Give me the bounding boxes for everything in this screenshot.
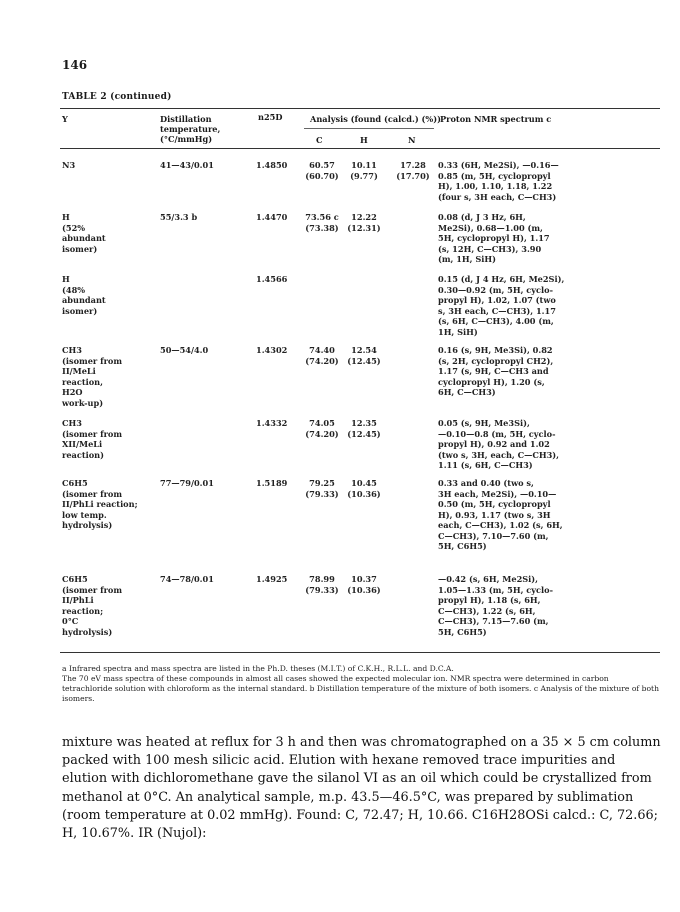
cell-h: 10.37 (10.36) (347, 574, 381, 595)
header-distillation: Distillation temperature, (°C/mmHg) (160, 114, 221, 144)
cell-c: 79.25 (79.33) (305, 478, 339, 499)
cell-nmr: 0.15 (d, J 4 Hz, 6H, Me2Si), 0.30—0.92 (m, 5H, cyclo- propyl H), 1.02, 1.07 (two s, 3H each, C—CH3), 1.17 (s, 6H, C—CH3), 4.00 (m, 1H, SiH) (438, 274, 565, 337)
header-bottom-rule (60, 148, 660, 149)
table-bottom-rule (60, 652, 660, 653)
page-number: 146 (62, 58, 88, 72)
cell-n: 17.28 (17.70) (396, 160, 430, 181)
cell-nmr: 0.05 (s, 9H, Me3Si), —0.10—0.8 (m, 5H, cyclo- propyl H), 0.92 and 1.02 (two s, 3H, each, C—CH3), 1.11 (s, 6H, C—CH3) (438, 418, 559, 470)
cell-c: 74.05 (74.20) (305, 418, 339, 439)
cell-nmr: 0.33 (6H, Me2Si), —0.16— 0.85 (m, 5H, cyclopropyl H), 1.00, 1.10, 1.18, 1.22 (four s, 3H each, C—CH3) (438, 160, 559, 202)
table-title: TABLE 2 (continued) (62, 92, 172, 102)
cell-h: 10.11 (9.77) (350, 160, 378, 181)
cell-distillation: 55/3.3 b (160, 212, 198, 222)
cell-nd: 1.4925 (256, 574, 288, 584)
header-y: Y (62, 114, 68, 124)
header-analysis: Analysis (found (calcd.) (%)) (310, 114, 441, 124)
cell-y: C6H5 (isomer from II/PhLi reaction; low temp. hydrolysis) (62, 478, 138, 530)
cell-y: H (52% abundant isomer) (62, 212, 106, 254)
cell-h: 12.54 (12.45) (347, 345, 381, 366)
cell-nmr: 0.16 (s, 9H, Me3Si), 0.82 (s, 2H, cyclopropyl CH2), 1.17 (s, 9H, C—CH3 and cyclopropyl H), 1.20 (s, 6H, C—CH3) (438, 345, 554, 397)
cell-nd: 1.4332 (256, 418, 288, 428)
body-text: mixture was heated at reflux for 3 h and then was chromatographed on a 35 × 5 cm column packed with 100 mesh silicic acid. Elution with hexane removed trace impurities and elution with dichloromethane gave the silanol VI as an oil which could be crystallized from methanol at 0°C. An analytical sample, m.p. 43.5—46.5°C, was prepared by sublimation (room temperature at 0.02 mmHg). Found: C, 72.47; H, 10.66. C16H28OSi calcd.: C, 72.66; H, 10.67%. IR (Nujol): (62, 735, 661, 842)
cell-nmr: 0.33 and 0.40 (two s, 3H each, Me2Si), —0.10— 0.50 (m, 5H, cyclopropyl H), 0.93, 1.17 (two s, 3H each, C—CH3), 1.02 (s, 6H, C—CH3), 7.10—7.60 (m, 5H, C6H5) (438, 478, 563, 551)
cell-h: 10.45 (10.36) (347, 478, 381, 499)
header-n: N (408, 135, 416, 145)
cell-c: 73.56 c (73.38) (305, 212, 339, 233)
cell-nd: 1.4850 (256, 160, 288, 170)
cell-nd: 1.4302 (256, 345, 288, 355)
cell-nmr: —0.42 (s, 6H, Me2Si), 1.05—1.33 (m, 5H, cyclo- propyl H), 1.18 (s, 6H, C—CH3), 1.22 (s, 6H, C—CH3), 7.15—7.60 (m, 5H, C6H5) (438, 574, 553, 637)
cell-nd: 1.4566 (256, 274, 288, 284)
cell-y: CH3 (isomer from II/MeLi reaction, H2O work-up) (62, 345, 123, 408)
table-footnotes (62, 664, 660, 704)
table-top-rule (60, 108, 660, 109)
cell-h: 12.35 (12.45) (347, 418, 381, 439)
header-h: H (360, 135, 368, 145)
cell-distillation: 50—54/4.0 (160, 345, 209, 355)
cell-y: C6H5 (isomer from II/PhLi reaction; 0°C hydrolysis) (62, 574, 123, 637)
cell-y: CH3 (isomer from XII/MeLi reaction) (62, 418, 123, 460)
body-paragraph (62, 734, 664, 843)
cell-nmr: 0.08 (d, J 3 Hz, 6H, Me2Si), 0.68—1.00 (m, 5H, cyclopropyl H), 1.17 (s, 12H, C—CH3), 3.90 (m, 1H, SiH) (438, 212, 550, 264)
cell-nd: 1.4470 (256, 212, 288, 222)
header-nmr: Proton NMR spectrum c (440, 114, 552, 124)
footnote-b-c: The 70 eV mass spectra of these compounds in almost all cases showed the expected molecular ion. NMR spectra were determined in carbon tetrachloride solution with chloroform as the internal standard. b Distillation temperature of the mixture of both isomers. c Analysis of the mixture of both isomers. (62, 674, 659, 703)
cell-y: N3 (62, 160, 76, 170)
cell-c: 60.57 (60.70) (305, 160, 339, 181)
cell-h: 12.22 (12.31) (347, 212, 381, 233)
header-nd: n25D (258, 112, 283, 122)
header-c: C (316, 135, 323, 145)
cell-distillation: 77—79/0.01 (160, 478, 214, 488)
cell-distillation: 41—43/0.01 (160, 160, 214, 170)
cell-c: 78.99 (79.33) (305, 574, 339, 595)
cell-distillation: 74—78/0.01 (160, 574, 214, 584)
analysis-sub-rule (304, 128, 434, 129)
cell-nd: 1.5189 (256, 478, 288, 488)
footnote-a: a Infrared spectra and mass spectra are listed in the Ph.D. theses (M.I.T.) of C.K.H., R.L.L. and D.C.A. (62, 664, 454, 673)
cell-y: H (48% abundant isomer) (62, 274, 106, 316)
cell-c: 74.40 (74.20) (305, 345, 339, 366)
